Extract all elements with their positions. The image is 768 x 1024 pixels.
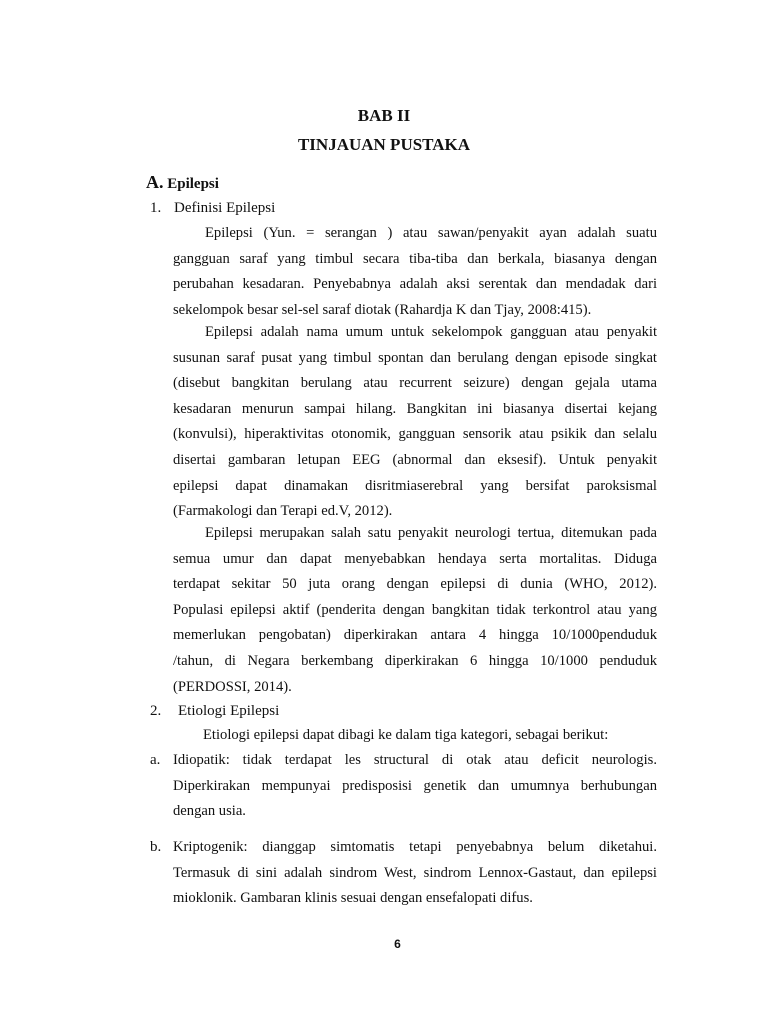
paragraph-line: Etiologi epilepsi dapat dibagi ke dalam tiga kategori, sebagai berikut:: [203, 727, 609, 743]
section-title: Epilepsi: [167, 176, 219, 192]
list-item-line: Diperkirakan mempunyai predisposisi genetik dan umumnya berhubungan: [173, 777, 657, 794]
paragraph-4: [203, 723, 663, 749]
paragraph-line: (disebut bangkitan berulang atau recurrent seizure) dengan gejala utama: [173, 375, 657, 392]
list-item-line: Kriptogenik: dianggap simtomatis tetapi penyebabnya belum diketahui.: [173, 839, 657, 855]
page-number: 6: [394, 937, 401, 951]
list-label-b: b.: [150, 839, 162, 855]
paragraph-line: memerlukan pengobatan) diperkirakan antara 4 hingga 10/1000penduduk: [173, 627, 657, 644]
list-item-line: Termasuk di sini adalah sindrom West, sindrom Lennox-Gastaut, dan epilepsi: [173, 864, 657, 881]
paragraph-line: (Farmakologi dan Terapi ed.V, 2012).: [173, 503, 393, 520]
subsection-1-title: Definisi Epilepsi: [174, 200, 276, 216]
list-item-a: [173, 748, 657, 825]
paragraph-line: terdapat sekitar 50 juta orang dengan epilepsi di dunia (WHO, 2012).: [173, 576, 657, 593]
subsection-1-number: 1.: [150, 200, 162, 216]
chapter-title: TINJAUAN PUSTAKA: [297, 135, 471, 154]
list-item-line: dengan usia.: [173, 803, 246, 820]
list-item-line: mioklonik. Gambaran klinis sesuai dengan ensefalopati difus.: [173, 890, 533, 907]
list-label-a: a.: [150, 752, 161, 768]
subsection-2-title: Etiologi Epilepsi: [178, 703, 280, 719]
paragraph-line: Epilepsi merupakan salah satu penyakit neurologi tertua, ditemukan pada: [205, 525, 657, 541]
paragraph-line: disertai gambaran letupan EEG (abnormal dan eksesif). Untuk penyakit: [173, 451, 657, 468]
paragraph-line: (konvulsi), hiperaktivitas otonomik, gangguan sensorik atau psikik dan selalu: [173, 426, 657, 443]
paragraph-line: gangguan saraf yang timbul secara tiba-tiba dan berkala, biasanya dengan: [173, 250, 657, 267]
paragraph-1: [173, 221, 657, 323]
paragraph-line: sekelompok besar sel-sel saraf diotak (Rahardja K dan Tjay, 2008:415).: [173, 301, 592, 318]
paragraph-line: susunan saraf pusat yang timbul spontan dan berulang dengan episode singkat: [173, 349, 657, 366]
paragraph-line: Epilepsi adalah nama umum untuk sekelompok gangguan atau penyakit: [205, 324, 657, 340]
paragraph-3: [173, 521, 657, 700]
paragraph-line: Epilepsi (Yun. = serangan ) atau sawan/penyakit ayan adalah suatu: [205, 225, 657, 241]
paragraph-2: [173, 320, 657, 525]
paragraph-line: epilepsi dapat dinamakan disritmiaserebral yang bersifat paroksismal: [173, 477, 657, 494]
paragraph-line: (PERDOSSI, 2014).: [173, 678, 292, 695]
paragraph-line: kesadaran menurun sampai hilang. Bangkitan ini biasanya disertai kejang: [173, 400, 657, 417]
chapter-heading: BAB II: [357, 106, 411, 125]
section-letter: A.: [146, 172, 164, 192]
list-item-line: Idiopatik: tidak terdapat les structural di otak atau deficit neurologis.: [173, 752, 657, 768]
list-item-b: [173, 835, 657, 912]
paragraph-line: Populasi epilepsi aktif (penderita dengan bangkitan tidak terkontrol atau yang: [173, 601, 657, 618]
paragraph-line: /tahun, di Negara berkembang diperkirakan 6 hingga 10/1000 penduduk: [173, 652, 657, 669]
subsection-2-number: 2.: [150, 703, 162, 719]
section-heading: [146, 172, 219, 193]
paragraph-line: perubahan kesadaran. Penyebabnya adalah aksi serentak dan mendadak dari: [173, 276, 657, 293]
paragraph-line: semua umur dan dapat menyebabkan hendaya serta mortalitas. Diduga: [173, 550, 657, 567]
